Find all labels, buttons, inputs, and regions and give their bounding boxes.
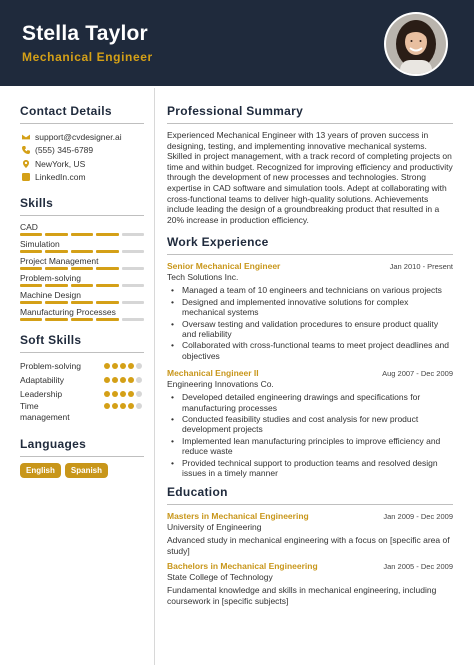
school-name: University of Engineering [167, 522, 262, 533]
skill-level-segment [96, 301, 118, 304]
contact-email-text: support@cvdesigner.ai [35, 131, 122, 142]
soft-skill-name: Problem-solving [20, 361, 81, 371]
job-title: Mechanical Engineer II [167, 368, 259, 379]
contact-list [20, 130, 144, 184]
soft-skill-name: Time management [20, 401, 70, 422]
candidate-name: Stella Taylor [22, 22, 148, 45]
contact-location [20, 157, 144, 171]
skill-level-segment [45, 318, 67, 321]
skill-level-segment [20, 250, 42, 253]
degree-dates: Jan 2005 - Dec 2009 [383, 562, 453, 572]
job-bullets [167, 392, 453, 478]
skill-level-dot [104, 377, 110, 383]
soft-skill-dots [104, 363, 144, 369]
skill-name: Machine Design [20, 290, 81, 300]
resume-header [0, 0, 474, 86]
job-dates: Jan 2010 - Present [389, 262, 453, 272]
left-column [20, 104, 144, 478]
skill-item [20, 222, 144, 236]
skill-item [20, 273, 144, 287]
skill-level-segment [96, 233, 118, 236]
skills-list [20, 222, 144, 321]
contact-email[interactable] [20, 130, 144, 144]
job-bullet: • Conducted feasibility studies and cost analysis for new product development projects [167, 414, 453, 435]
skill-level-segment [45, 267, 67, 270]
job-bullet: • Developed detailed engineering drawings and specifications for manufacturing processes [167, 392, 453, 413]
soft-skill-dots [104, 403, 144, 409]
degree-title: Bachelors in Mechanical Engineering [167, 561, 318, 572]
skill-item [20, 256, 144, 270]
skill-level-segment [45, 301, 67, 304]
job-bullet: • Oversaw testing and validation procedures to ensure product quality and reliability [167, 319, 453, 340]
job-dates: Aug 2007 - Dec 2009 [382, 369, 453, 379]
skill-level-segment [96, 267, 118, 270]
soft-skill-name: Leadership [20, 389, 63, 399]
language-badge: English [20, 463, 61, 478]
skill-level-segment [71, 250, 93, 253]
skill-level-segment [122, 301, 144, 304]
job-title: Senior Mechanical Engineer [167, 261, 281, 272]
skill-level-segment [71, 233, 93, 236]
skill-level-dot [112, 363, 118, 369]
skill-level-segment [45, 250, 67, 253]
skill-level-segment [96, 284, 118, 287]
profile-photo [384, 12, 448, 76]
contact-linkedin-text: LinkedIn.com [35, 172, 86, 183]
skill-level-bar [20, 267, 144, 270]
skill-level-segment [20, 267, 42, 270]
skill-level-segment [71, 284, 93, 287]
skill-level-dot [128, 377, 134, 383]
degree-title: Masters in Mechanical Engineering [167, 511, 309, 522]
linkedin-icon [20, 173, 32, 181]
contact-phone[interactable] [20, 144, 144, 158]
skill-level-dot [136, 391, 142, 397]
skill-name: Manufacturing Processes [20, 307, 116, 317]
soft-skill-dots [104, 391, 144, 397]
languages-list [20, 463, 144, 478]
skills-heading: Skills [20, 196, 144, 216]
skill-level-dot [104, 391, 110, 397]
skill-name: CAD [20, 222, 38, 232]
job-company: Engineering Innovations Co. [167, 379, 274, 390]
skill-level-dot [136, 377, 142, 383]
soft-skills-list [20, 359, 144, 423]
soft-skill-item [20, 401, 144, 423]
job-entry [167, 261, 453, 361]
education-entry [167, 511, 453, 556]
skill-level-segment [122, 284, 144, 287]
map-pin-icon [20, 160, 32, 168]
skill-level-segment [71, 267, 93, 270]
job-company: Tech Solutions Inc. [167, 272, 239, 283]
skill-level-segment [96, 250, 118, 253]
envelope-icon [20, 133, 32, 141]
languages-heading: Languages [20, 437, 144, 457]
skill-level-dot [112, 403, 118, 409]
skill-name: Project Management [20, 256, 99, 266]
soft-skill-item [20, 373, 144, 387]
skill-item [20, 290, 144, 304]
candidate-title: Mechanical Engineer [22, 50, 153, 64]
job-entry [167, 368, 453, 478]
skill-level-segment [122, 250, 144, 253]
language-badge: Spanish [65, 463, 108, 478]
skill-level-bar [20, 301, 144, 304]
skill-name: Problem-solving [20, 273, 81, 283]
right-column [167, 104, 453, 611]
summary-text: Experienced Mechanical Engineer with 13 years of proven success in designing, testing, and implementing innovative mechanical systems. Skilled in project management, with a track record of completing projects on time and within budget. Recognized for improving efficiency and productivity through the development of new processes and technologies. Strong expertise in CAD software and simulation tools. Adept at collaborating with cross-functional teams to deliver high-quality solutions. Achievements include leading the design of a groundbreaking product that resulted in a 20% increase in production efficiency. [167, 130, 453, 225]
skill-item [20, 239, 144, 253]
experience-heading: Work Experience [167, 235, 453, 255]
skill-level-dot [136, 403, 142, 409]
soft-skill-item [20, 387, 144, 401]
skill-level-bar [20, 318, 144, 321]
skill-level-dot [120, 403, 126, 409]
skill-level-dot [104, 363, 110, 369]
skill-level-dot [120, 377, 126, 383]
skill-level-dot [112, 391, 118, 397]
skill-level-segment [122, 233, 144, 236]
skill-level-segment [45, 284, 67, 287]
skill-level-segment [20, 301, 42, 304]
skill-level-segment [20, 233, 42, 236]
skill-level-bar [20, 250, 144, 253]
soft-skill-name: Adaptability [20, 375, 64, 385]
skill-level-dot [128, 363, 134, 369]
job-bullets [167, 285, 453, 361]
job-bullet: • Designed and implemented innovative solutions for complex mechanical systems [167, 297, 453, 318]
skill-level-dot [128, 403, 134, 409]
contact-location-text: NewYork, US [35, 158, 86, 169]
skill-level-dot [112, 377, 118, 383]
skill-level-segment [71, 318, 93, 321]
skill-level-segment [20, 318, 42, 321]
job-bullet: • Managed a team of 10 engineers and technicians on various projects [167, 285, 453, 295]
skill-level-segment [96, 318, 118, 321]
skill-level-segment [122, 318, 144, 321]
skill-level-segment [20, 284, 42, 287]
skill-level-bar [20, 233, 144, 236]
school-name: State College of Technology [167, 572, 273, 583]
job-bullet: • Implemented lean manufacturing principles to improve efficiency and reduce waste [167, 436, 453, 457]
soft-skill-item [20, 359, 144, 373]
column-divider [154, 88, 155, 665]
skill-level-segment [45, 233, 67, 236]
skill-level-dot [104, 403, 110, 409]
contact-heading: Contact Details [20, 104, 144, 124]
summary-heading: Professional Summary [167, 104, 453, 124]
skill-name: Simulation [20, 239, 60, 249]
soft-skill-dots [104, 377, 144, 383]
profile-photo-image [386, 14, 446, 74]
degree-description: Advanced study in mechanical engineering with a focus on [specific area of study] [167, 535, 450, 556]
soft-skills-heading: Soft Skills [20, 333, 144, 353]
skill-level-dot [120, 391, 126, 397]
degree-description: Fundamental knowledge and skills in mechanical engineering, including coursework in [specific subjects] [167, 585, 437, 606]
job-bullet: • Collaborated with cross-functional teams to meet project deadlines and objectives [167, 340, 453, 361]
skill-item [20, 307, 144, 321]
skill-level-bar [20, 284, 144, 287]
skill-level-dot [128, 391, 134, 397]
skill-level-dot [136, 363, 142, 369]
contact-linkedin[interactable] [20, 171, 144, 185]
degree-dates: Jan 2009 - Dec 2009 [383, 512, 453, 522]
education-entry [167, 561, 453, 606]
skill-level-segment [122, 267, 144, 270]
education-heading: Education [167, 485, 453, 505]
skill-level-segment [71, 301, 93, 304]
phone-icon [20, 146, 32, 154]
contact-phone-text: (555) 345-6789 [35, 145, 94, 156]
job-bullet: • Provided technical support to production teams and resolved design issues in a timely manner [167, 458, 453, 479]
skill-level-dot [120, 363, 126, 369]
